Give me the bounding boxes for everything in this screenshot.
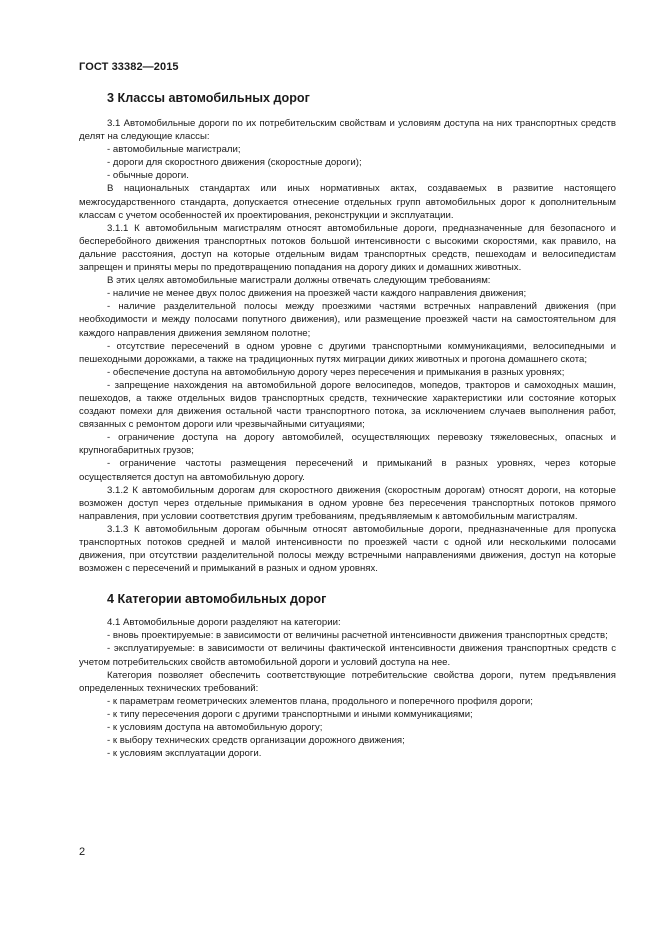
requirement-item: - ограничение частоты размещения пересечений и примыканий в разных уровнях, через которые осуществляется доступ на автомобильную дорогу. [79, 458, 616, 483]
requirement-item: - наличие не менее двух полос движения на проезжей части каждого направления движения; [107, 288, 527, 300]
page-content [79, 89, 616, 760]
paragraph-3-1-2: 3.1.2 К автомобильным дорогам для скоростного движения (скоростным дорогам) относят дороги, на которые возможен доступ через отдельные примыкания в одном уровне без пересечения транспортных потоков прямого направления, при условии соответствия другим требованиям, предъявляемым к автомобильным магистралям. [79, 484, 616, 522]
tech-requirement-item: - к выбору технических средств организации дорожного движения; [107, 735, 405, 747]
tech-requirement-item: - к условиям доступа на автомобильную дорогу; [107, 722, 323, 734]
requirement-item: - ограничение доступа на дорогу автомобилей, осуществляющих перевозку тяжеловесных, опасных и крупногабаритных грузов; [79, 432, 616, 457]
requirement-item: - наличие разделительной полосы между проезжими частями встречных направлений движения (при необходимости и между полосами попутного движения), или размещение проезжей части на самостоятельном для каждого направления движения земляном полотне; [79, 301, 616, 339]
paragraph-requirements-intro: В этих целях автомобильные магистрали должны отвечать следующим требованиям: [107, 275, 491, 287]
tech-requirement-item: - к параметрам геометрических элементов плана, продольного и поперечного профиля дороги; [107, 695, 533, 707]
category-kind-item: - вновь проектируемые: в зависимости от величины расчетной интенсивности движения транспортных средств; [107, 630, 608, 642]
tech-requirement-item: - к типу пересечения дороги с другими транспортными и иными коммуникациями; [107, 708, 473, 720]
requirement-item: - запрещение нахождения на автомобильной дороге велосипедов, мопедов, тракторов и самоходных машин, пешеходов, а также отдельных видов транспортных средств, технические характеристики или состояние которых создают помехи для движения остальной части транспортного потока, за исключением случаев выполнения работ, связанных с ремонтом дороги или чрезвычайными ситуациями; [79, 379, 616, 431]
section-3-title: 3 Классы автомобильных дорог [107, 91, 310, 105]
paragraph-3-1-3: 3.1.3 К автомобильным дорогам обычным относят автомобильные дороги, предназначенные для пропуска транспортных потоков средней и малой интенсивности по проезжей части с одной или несколькими полосами движения, при отсутствии разделительной полосы между встречными направлениями движения, доступ на которые возможен с пересечений и примыканий в разных и одном уровнях. [79, 523, 616, 575]
category-kind-item: - эксплуатируемые: в зависимости от величины фактической интенсивности движения транспортных средств с учетом потребительских свойств автомобильной дороги и условий доступа на нее. [79, 643, 616, 668]
paragraph-national-standards: В национальных стандартах или иных нормативных актах, создаваемых в развитие настоящего межгосударственного стандарта, допускается отнесение отдельных групп автомобильных дорог к дополнительным классам с учетом особенностей их проектирования, реконструкции и эксплуатации. [79, 183, 616, 221]
paragraph-4-1: 4.1 Автомобильные дороги разделяют на категории: [107, 617, 341, 629]
requirement-item: - отсутствие пересечений в одном уровне с другими транспортными коммуникациями, велосипедными и пешеходными дорожками, а также на традиционных путях миграции диких животных и прогона домашнего скота; [79, 340, 616, 365]
standard-header: ГОСТ 33382—2015 [79, 61, 179, 73]
class-item: - автомобильные магистрали; [107, 144, 241, 156]
paragraph-3-1: 3.1 Автомобильные дороги по их потребительским свойствам и условиям доступа на них транспортных средств делят на следующие классы: [79, 118, 616, 143]
paragraph-3-1-1: 3.1.1 К автомобильным магистралям относят автомобильные дороги, предназначенные для безопасного и бесперебойного движения транспортных потоков большой интенсивности с высокими скоростями, как правило, на дальние расстояния, доступ на которые отдельным видам транспортных средств, пешеходам и велосипедистам запрещен и приняты меры по предотвращению попадания на дорогу диких и домашних животных. [79, 222, 616, 274]
requirement-item: - обеспечение доступа на автомобильную дорогу через пересечения и примыкания в разных уровнях; [107, 366, 565, 378]
tech-requirement-item: - к условиям эксплуатации дороги. [107, 748, 262, 760]
page-number: 2 [79, 846, 86, 858]
class-item: - дороги для скоростного движения (скоростные дороги); [107, 157, 362, 169]
section-4-title: 4 Категории автомобильных дорог [107, 592, 327, 607]
class-item: - обычные дороги. [107, 170, 189, 182]
paragraph-category: Категория позволяет обеспечить соответствующие потребительские свойства дороги, путем предъявления определенных технических требований: [79, 669, 616, 694]
